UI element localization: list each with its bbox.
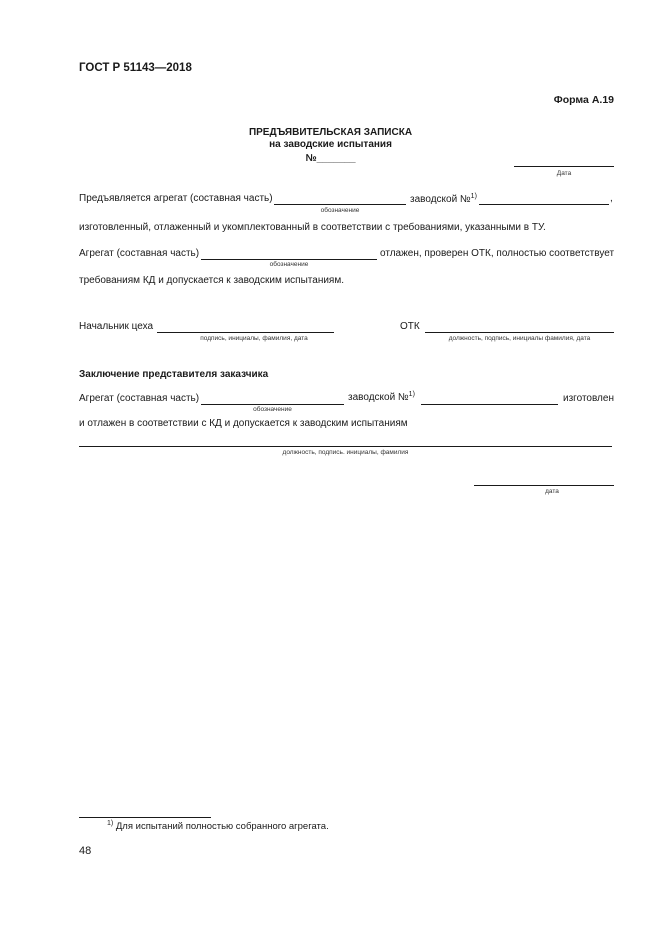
date-caption: Дата [556, 170, 572, 177]
p1-factory-number-label [410, 193, 477, 205]
p2-text: изготовленный, отлаженный и укомплектованный в соответствии с требованиями, указанными в ТУ. [79, 222, 546, 233]
footnote-text: Для испытаний полностью собранного агрегата. [115, 821, 329, 832]
factory-number-line-2 [421, 404, 558, 405]
footnote-marker: 1) [107, 820, 114, 827]
document-subtitle: на заводские испытания [269, 139, 392, 150]
shop-head-label: Начальник цеха [79, 321, 154, 332]
representative-caption: должность, подпись. инициалы, фамилия [282, 449, 409, 456]
p1-start-text: Предъявляется агрегат (составная часть) [79, 193, 273, 204]
designation-line-2 [201, 259, 377, 260]
conclusion-line2: и отлажен в соответствии с КД и допускается к заводским испытаниям [79, 418, 408, 429]
shop-head-caption: подпись, инициалы, фамилия, дата [200, 335, 308, 342]
p3-start-text: Агрегат (составная часть) [79, 248, 200, 259]
footnote-ref-2: 1) [408, 391, 415, 398]
conclusion-factory-number-text: заводской № [348, 392, 409, 403]
p1-comma: , [610, 193, 613, 204]
representative-signature-line [79, 446, 612, 447]
form-number: Форма А.19 [553, 94, 614, 106]
standard-number: ГОСТ Р 51143—2018 [79, 62, 192, 74]
document-number: №_______ [305, 153, 356, 164]
conclusion-factory-number-label [348, 391, 415, 403]
conclusion-date-caption: дата [545, 488, 559, 495]
designation-line-3 [201, 404, 344, 405]
otk-label: ОТК [400, 321, 420, 332]
otk-signature-line [425, 332, 614, 333]
page-number: 48 [79, 845, 92, 857]
p3-end-text: отлажен, проверен ОТК, полностью соответствует [380, 248, 615, 259]
p4-text: требованиям КД и допускается к заводским испытаниям. [79, 275, 344, 286]
conclusion-line1-end: изготовлен [563, 393, 614, 404]
otk-caption: должность, подпись, инициалы фамилия, дата [448, 335, 591, 342]
footnote-ref: 1) [470, 193, 477, 200]
footnote-separator [79, 817, 211, 818]
conclusion-heading: Заключение представителя заказчика [79, 369, 269, 380]
designation-caption-2: обозначение [269, 261, 309, 268]
document-title: ПРЕДЪЯВИТЕЛЬСКАЯ ЗАПИСКА [248, 127, 413, 138]
factory-number-line-1 [479, 204, 609, 205]
designation-caption-3: обозначение [253, 406, 292, 413]
conclusion-date-line [474, 485, 614, 486]
date-line [514, 166, 614, 167]
factory-number-text: заводской № [410, 194, 471, 205]
footnote [107, 820, 329, 832]
designation-caption-1: обозначение [320, 207, 360, 214]
shop-head-signature-line [157, 332, 334, 333]
designation-line-1 [274, 204, 406, 205]
conclusion-line1-start: Агрегат (составная часть) [79, 393, 200, 404]
